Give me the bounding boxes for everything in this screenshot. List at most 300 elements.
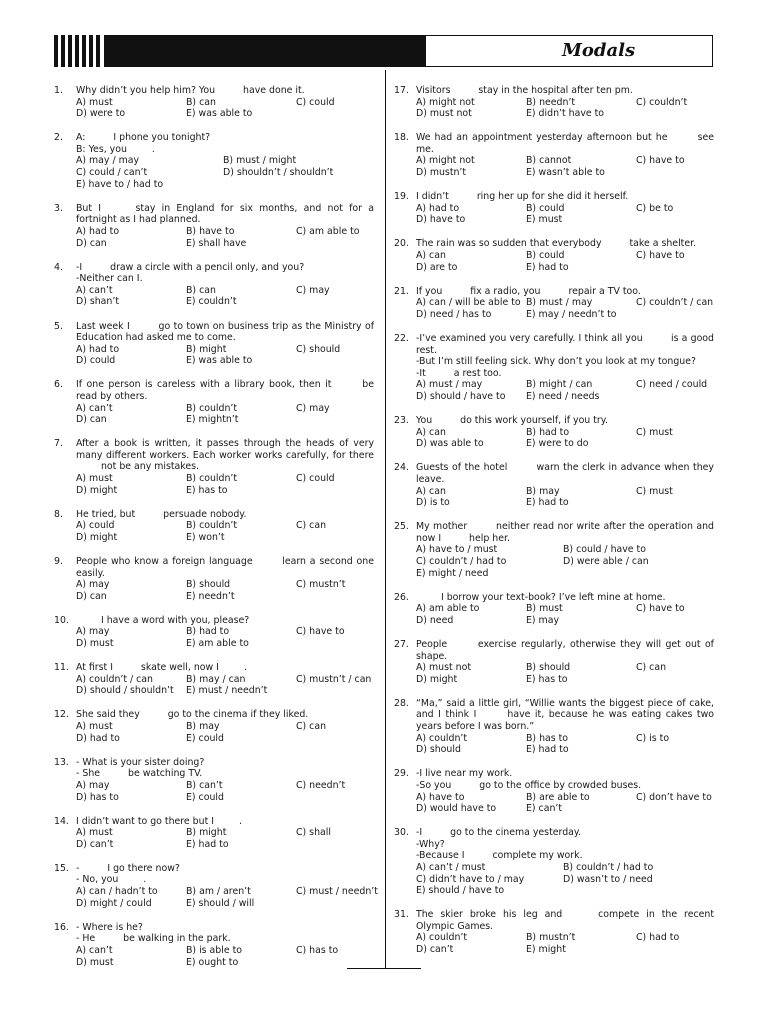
answer-option[interactable]: D) must [76,638,114,650]
question-stem-line: -I go to the cinema yesterday. [416,827,582,839]
answer-option[interactable]: B) might [186,827,227,839]
question-item [54,438,374,496]
answer-option[interactable]: B) am / aren’t [186,886,251,898]
answer-option[interactable]: C) could [296,96,335,108]
question-stem-line: At first I skate well, now I . [76,662,247,674]
header-title-box [426,35,713,67]
answer-option[interactable]: E) must [526,214,563,226]
question-stem-line: - What is your sister doing? [76,756,205,768]
answer-options [76,579,374,602]
answer-options [76,674,374,697]
question-item [394,333,714,403]
question-number: 25. [394,521,409,533]
answer-options [416,792,714,815]
answer-option[interactable]: C) couldn’t [636,96,688,108]
answer-option[interactable]: D) might / could [76,897,152,909]
question-body [416,768,714,814]
question-stem-line: People exercise regularly, otherwise they will get out of shape. [416,638,714,662]
answer-option[interactable]: C) have to [296,626,345,638]
question-number: 18. [394,132,409,144]
answer-option[interactable]: B) could / have to [563,544,646,556]
answer-option[interactable]: C) could [296,473,335,485]
answer-options [76,97,374,120]
answer-option[interactable]: A) must not [416,662,472,674]
answer-option[interactable]: B) should [526,662,571,674]
question-item [54,615,374,650]
answer-option[interactable]: A) may [76,779,110,791]
question-item [394,462,714,508]
question-body [76,85,374,120]
answer-option[interactable]: E) won’t [186,531,225,543]
answer-option[interactable]: B) needn’t [526,96,576,108]
answer-option[interactable]: B) is able to [186,944,242,956]
answer-options [76,721,374,744]
answer-option[interactable]: B) cannot [526,155,572,167]
answer-option[interactable]: A) may / may [76,155,140,167]
answer-option[interactable]: A) can’t / must [416,861,486,873]
answer-option[interactable]: D) should / have to [416,390,506,402]
answer-option[interactable]: C) needn’t [296,779,346,791]
answer-option[interactable]: C) has to [296,944,339,956]
answer-option[interactable]: E) were to do [526,438,589,450]
answer-options [76,473,374,496]
answer-option[interactable]: D) need [416,614,454,626]
question-item [54,509,374,544]
question-body [76,132,374,190]
answer-option[interactable]: E) can’t [526,803,563,815]
question-stem-line: -Because I complete my work. [416,850,583,862]
question-body [416,415,714,450]
question-stem-line: Why didn’t you help him? You have done it. [76,85,305,96]
question-body [416,132,714,178]
answer-option[interactable]: E) had to [186,838,229,850]
question-number: 21. [394,285,409,297]
question-number: 27. [394,638,409,650]
question-number: 19. [394,191,409,203]
answer-option[interactable]: C) is to [636,732,670,744]
answer-option[interactable]: A) can [416,250,446,262]
question-stem-line: I have a word with you, please? [98,614,250,626]
answer-options [416,379,714,402]
answer-option[interactable]: C) must / needn’t [296,886,378,898]
answer-option[interactable]: A) must [76,827,113,839]
answer-option[interactable]: B) might [186,343,227,355]
answer-option[interactable]: C) couldn’t / had to [416,556,507,567]
answer-option[interactable]: B) must [526,603,563,615]
answer-option[interactable]: D) should / shouldn’t [76,685,174,697]
answer-option[interactable]: C) shall [296,827,331,839]
answer-option[interactable]: A) could [76,520,115,532]
question-body [76,862,378,909]
question-body [416,827,714,897]
question-body [76,321,374,367]
question-body [416,909,714,955]
question-stem-line: You do this work yourself, if you try. [416,415,608,427]
answer-option[interactable]: E) shall have [186,237,247,249]
question-body [416,698,714,756]
answer-option[interactable]: C) didn’t have to / may [416,873,525,885]
answer-option[interactable]: A) had to [416,202,460,214]
answer-option[interactable]: E) could [186,732,224,744]
answer-option[interactable]: A) might not [416,155,475,167]
question-number: 7. [54,438,63,450]
answer-option[interactable]: E) might [526,944,566,956]
answer-option[interactable]: A) can’t [76,284,113,296]
question-stem-line: - Where is he? [76,921,143,933]
question-item [54,321,374,367]
answer-option[interactable]: A) have to / must [416,544,498,556]
question-number: 8. [54,508,63,520]
question-stem-line: -Why? [416,838,445,850]
question-item [54,862,378,909]
answer-option[interactable]: A) can [416,485,446,497]
header-black-bar [104,35,426,67]
answer-option[interactable]: E) couldn’t [186,296,237,308]
answer-option[interactable]: A) couldn’t [416,932,468,944]
question-item [394,698,714,756]
answer-option[interactable]: A) must [76,96,113,108]
answer-option[interactable]: B) had to [526,426,570,438]
answer-option[interactable]: C) can [296,520,327,532]
answer-options [416,427,714,450]
question-stem-line: We had an appointment yesterday afternoon but he see me. [416,132,714,155]
answer-option[interactable]: E) didn’t have to [526,108,605,120]
answer-option[interactable]: D) can’t [416,944,454,956]
answer-option[interactable]: B) can [186,284,216,296]
answer-option[interactable]: B) could [526,250,565,262]
answer-option[interactable]: D) is to [416,497,450,509]
answer-options [76,403,374,426]
question-stem-line: - I go there now? [76,862,180,874]
answer-option[interactable]: A) can’t [76,944,113,956]
answer-option[interactable]: D) shouldn’t / shouldn’t [223,167,334,179]
question-body [76,509,374,544]
answer-options [416,932,714,955]
question-body [416,238,714,273]
question-stem-line: After a book is written, it passes through the heads of very many different workers. Each worker works carefully, for there not be any mistakes. [76,438,374,473]
answer-option[interactable]: B) must / may [526,297,593,309]
question-item [54,556,374,602]
page-header [54,35,714,67]
question-number: 3. [54,202,63,214]
right-question-column [394,85,714,968]
answer-options [76,780,374,803]
question-number: 12. [54,709,69,721]
answer-options [76,520,374,543]
answer-option[interactable]: C) need / could [636,379,708,391]
answer-option[interactable]: B) could [526,202,565,214]
answer-option[interactable]: A) had to [76,225,120,237]
question-stem-line: -I live near my work. [416,768,513,780]
answer-option[interactable]: C) should [296,343,341,355]
question-stem-line: -Neither can I. [76,273,143,285]
question-number: 9. [54,556,63,567]
question-item [394,286,714,321]
answer-options [76,155,374,190]
question-item [54,757,374,803]
question-body [76,922,374,968]
question-item [394,85,714,120]
question-stem-line: But I stay in England for six months, and not for a fortnight as I had planned. [76,202,374,226]
answer-option[interactable]: E) needn’t [186,590,235,602]
answer-option[interactable]: B) mustn’t [526,932,576,944]
question-number: 14. [54,815,69,827]
answer-options [416,544,714,579]
answer-option[interactable]: C) had to [636,932,680,944]
answer-option[interactable]: D) were able / can [563,556,649,567]
answer-option[interactable]: E) may / needn’t to [526,308,617,320]
answer-option[interactable]: E) may [526,614,559,626]
answer-option[interactable]: C) mustn’t [296,579,346,591]
question-item [394,521,714,579]
question-number: 2. [54,132,63,144]
question-stem-line: “Ma,” said a little girl, “Willie wants the biggest piece of cake, and I think I have it, because he was eating cakes two years before I was born.” [416,697,714,733]
answer-options [76,226,374,249]
answer-option[interactable]: D) must [76,956,114,968]
answer-option[interactable]: D) mustn’t [416,167,467,179]
page-title: Modals [562,40,636,61]
answer-option[interactable]: D) can’t [76,838,114,850]
question-number: 30. [394,827,409,839]
answer-options [416,603,714,626]
answer-option[interactable]: B) has to [526,732,569,744]
answer-option[interactable]: D) might [76,531,118,543]
question-number: 16. [54,921,69,933]
question-stem-line: Guests of the hotel warn the clerk in advance when they leave. [416,462,714,485]
question-body [76,379,374,425]
answer-option[interactable]: E) had to [526,261,569,273]
answer-option[interactable]: E) might / need [416,567,489,579]
answer-option[interactable]: B) may / can [186,673,246,685]
question-number: 13. [54,756,69,768]
answer-options [416,155,714,178]
answer-option[interactable]: E) need / needs [526,390,600,402]
question-body [76,662,374,697]
answer-option[interactable]: A) can’t [76,402,113,414]
answer-options [416,250,714,273]
question-item [54,922,374,968]
answer-option[interactable]: E) had to [526,744,569,756]
question-number: 20. [394,238,409,250]
answer-options [416,203,714,226]
answer-option[interactable]: E) was able to [186,108,253,120]
answer-option[interactable]: E) am able to [186,638,249,650]
answer-option[interactable]: A) may [76,579,110,591]
answer-option[interactable]: E) must / needn’t [186,685,268,697]
answer-option[interactable]: B) may [186,721,220,733]
answer-options [416,662,714,685]
answer-option[interactable]: C) must [636,485,673,497]
answer-option[interactable]: E) mightn’t [186,414,239,426]
question-number: 17. [394,85,409,96]
answer-option[interactable]: D) have to [416,214,466,226]
answer-option[interactable]: D) can [76,590,107,602]
question-item [54,662,374,697]
answer-option[interactable]: B) couldn’t / had to [563,861,654,873]
answer-option[interactable]: E) could [186,791,224,803]
answer-option[interactable]: B) might / can [526,379,593,391]
question-stem-line: -It a rest too. [416,367,502,379]
question-stem-line: She said they go to the cinema if they liked. [76,709,309,721]
question-stem-line: -So you go to the office by crowded buses. [416,779,642,791]
answer-option[interactable]: E) has to [526,673,568,685]
answer-option[interactable]: C) be to [636,202,674,214]
answer-option[interactable]: B) must / might [223,155,297,167]
question-number: 26. [394,591,409,603]
question-item [54,709,374,744]
answer-option[interactable]: C) can [296,721,327,733]
answer-option[interactable]: D) can [76,414,107,426]
question-body [416,521,714,579]
question-stem-line: Visitors stay in the hospital after ten pm. [416,85,633,96]
answer-option[interactable]: E) has to [186,484,228,496]
answer-option[interactable]: D) might [76,484,118,496]
answer-option[interactable]: A) am able to [416,603,480,615]
answer-option[interactable]: A) had to [76,343,120,355]
question-item [394,415,714,450]
answer-option[interactable]: C) mustn’t / can [296,673,372,685]
question-body [76,757,374,803]
answer-option[interactable]: E) ought to [186,956,239,968]
question-number: 1. [54,85,63,96]
answer-option[interactable]: B) should [186,579,231,591]
question-number: 4. [54,261,63,273]
question-number: 29. [394,768,409,780]
answer-options [416,486,714,509]
answer-option[interactable]: D) was able to [416,438,484,450]
question-item [394,132,714,178]
answer-option[interactable]: D) could [76,355,116,367]
question-body [416,639,714,685]
answer-option[interactable]: E) have to / had to [76,178,164,190]
answer-option[interactable]: C) may [296,284,330,296]
question-stem-line: Last week I go to town on business trip as the Ministry of Education had asked me to come. [76,320,375,344]
question-number: 31. [394,909,409,921]
answer-option[interactable]: B) can’t [186,779,223,791]
answer-option[interactable]: C) am able to [296,225,360,237]
answer-option[interactable]: C) don’t have to [636,791,712,803]
answer-option[interactable]: A) can / will be able to [416,297,521,309]
question-item [54,132,374,190]
answer-option[interactable]: D) had to [76,732,120,744]
answer-option[interactable]: C) have to [636,250,685,262]
question-number: 15. [54,862,69,874]
question-stem-line: - He be walking in the park. [76,933,231,945]
answer-option[interactable]: C) couldn’t / can [636,297,714,309]
question-body [76,438,374,496]
answer-option[interactable]: B) couldn’t [186,520,238,532]
answer-option[interactable]: A) must [76,721,113,733]
question-stem-line: If one person is careless with a library book, then it be read by others. [76,379,375,402]
question-body [416,85,714,120]
answer-option[interactable]: A) have to [416,791,465,803]
answer-option[interactable]: D) are to [416,261,458,273]
question-body [76,615,374,650]
answer-option[interactable]: C) may [296,402,330,414]
answer-option[interactable]: D) need / has to [416,308,492,320]
answer-option[interactable]: B) couldn’t [186,402,238,414]
answer-option[interactable]: D) were to [76,108,126,120]
question-number: 23. [394,415,409,427]
answer-options [76,886,378,909]
question-item [394,827,714,897]
question-body [76,709,374,744]
question-body [76,203,374,249]
question-stem-line: I didn’t want to go there but I . [76,815,242,827]
left-question-column [54,85,378,981]
answer-option[interactable]: E) was able to [186,355,253,367]
answer-options [76,945,374,968]
question-item [394,768,714,814]
question-number: 24. [394,462,409,474]
answer-options [76,626,374,649]
answer-option[interactable]: A) must [76,473,113,485]
answer-options [416,862,714,897]
answer-options [76,827,374,850]
question-item [394,238,714,273]
answer-option[interactable]: E) had to [526,497,569,509]
question-body [76,816,374,851]
answer-option[interactable]: A) must / may [416,379,483,391]
answer-option[interactable]: D) has to [76,791,119,803]
answer-option[interactable]: C) have to [636,603,685,615]
answer-option[interactable]: D) should [416,744,461,756]
answer-option[interactable]: A) can / hadn’t to [76,886,158,898]
answer-options [416,97,714,120]
answer-option[interactable]: A) might not [416,96,475,108]
question-item [394,191,714,226]
answer-option[interactable]: D) shan’t [76,296,120,308]
question-stem-line: My mother neither read nor write after the operation and now I help her. [416,521,714,544]
answer-option[interactable]: C) have to [636,155,685,167]
question-stem-line: The rain was so sudden that everybody take a shelter. [416,238,697,250]
answer-option[interactable]: E) should / will [186,897,255,909]
answer-options [76,285,374,308]
header-stripes-decoration [54,35,102,67]
question-body [416,592,714,627]
answer-option[interactable]: B) had to [186,626,230,638]
question-item [54,203,374,249]
question-stem-line: - She be watching TV. [76,768,203,780]
answer-option[interactable]: A) couldn’t / can [76,673,153,685]
answer-option[interactable]: A) couldn’t [416,732,468,744]
answer-option[interactable]: B) are able to [526,791,590,803]
answer-option[interactable]: D) can [76,237,107,249]
question-item [54,379,374,425]
answer-option[interactable]: D) wasn’t to / need [563,873,653,885]
question-item [394,592,714,627]
answer-options [416,297,714,320]
question-number: 22. [394,333,409,344]
answer-option[interactable]: B) have to [186,225,235,237]
answer-option[interactable]: B) couldn’t [186,473,238,485]
answer-option[interactable]: A) may [76,626,110,638]
answer-option[interactable]: B) can [186,96,216,108]
answer-option[interactable]: E) should / have to [416,885,505,897]
answer-option[interactable]: E) wasn’t able to [526,167,605,179]
question-item [54,262,374,308]
question-item [54,85,374,120]
answer-option[interactable]: D) might [416,673,458,685]
answer-option[interactable]: D) must not [416,108,472,120]
answer-option[interactable]: C) could / can’t [76,167,148,179]
question-number: 10. [54,614,69,626]
answer-option[interactable]: B) may [526,485,560,497]
answer-option[interactable]: C) can [636,662,667,674]
answer-option[interactable]: D) would have to [416,803,497,815]
answer-option[interactable]: A) can [416,426,446,438]
answer-option[interactable]: C) must [636,426,673,438]
